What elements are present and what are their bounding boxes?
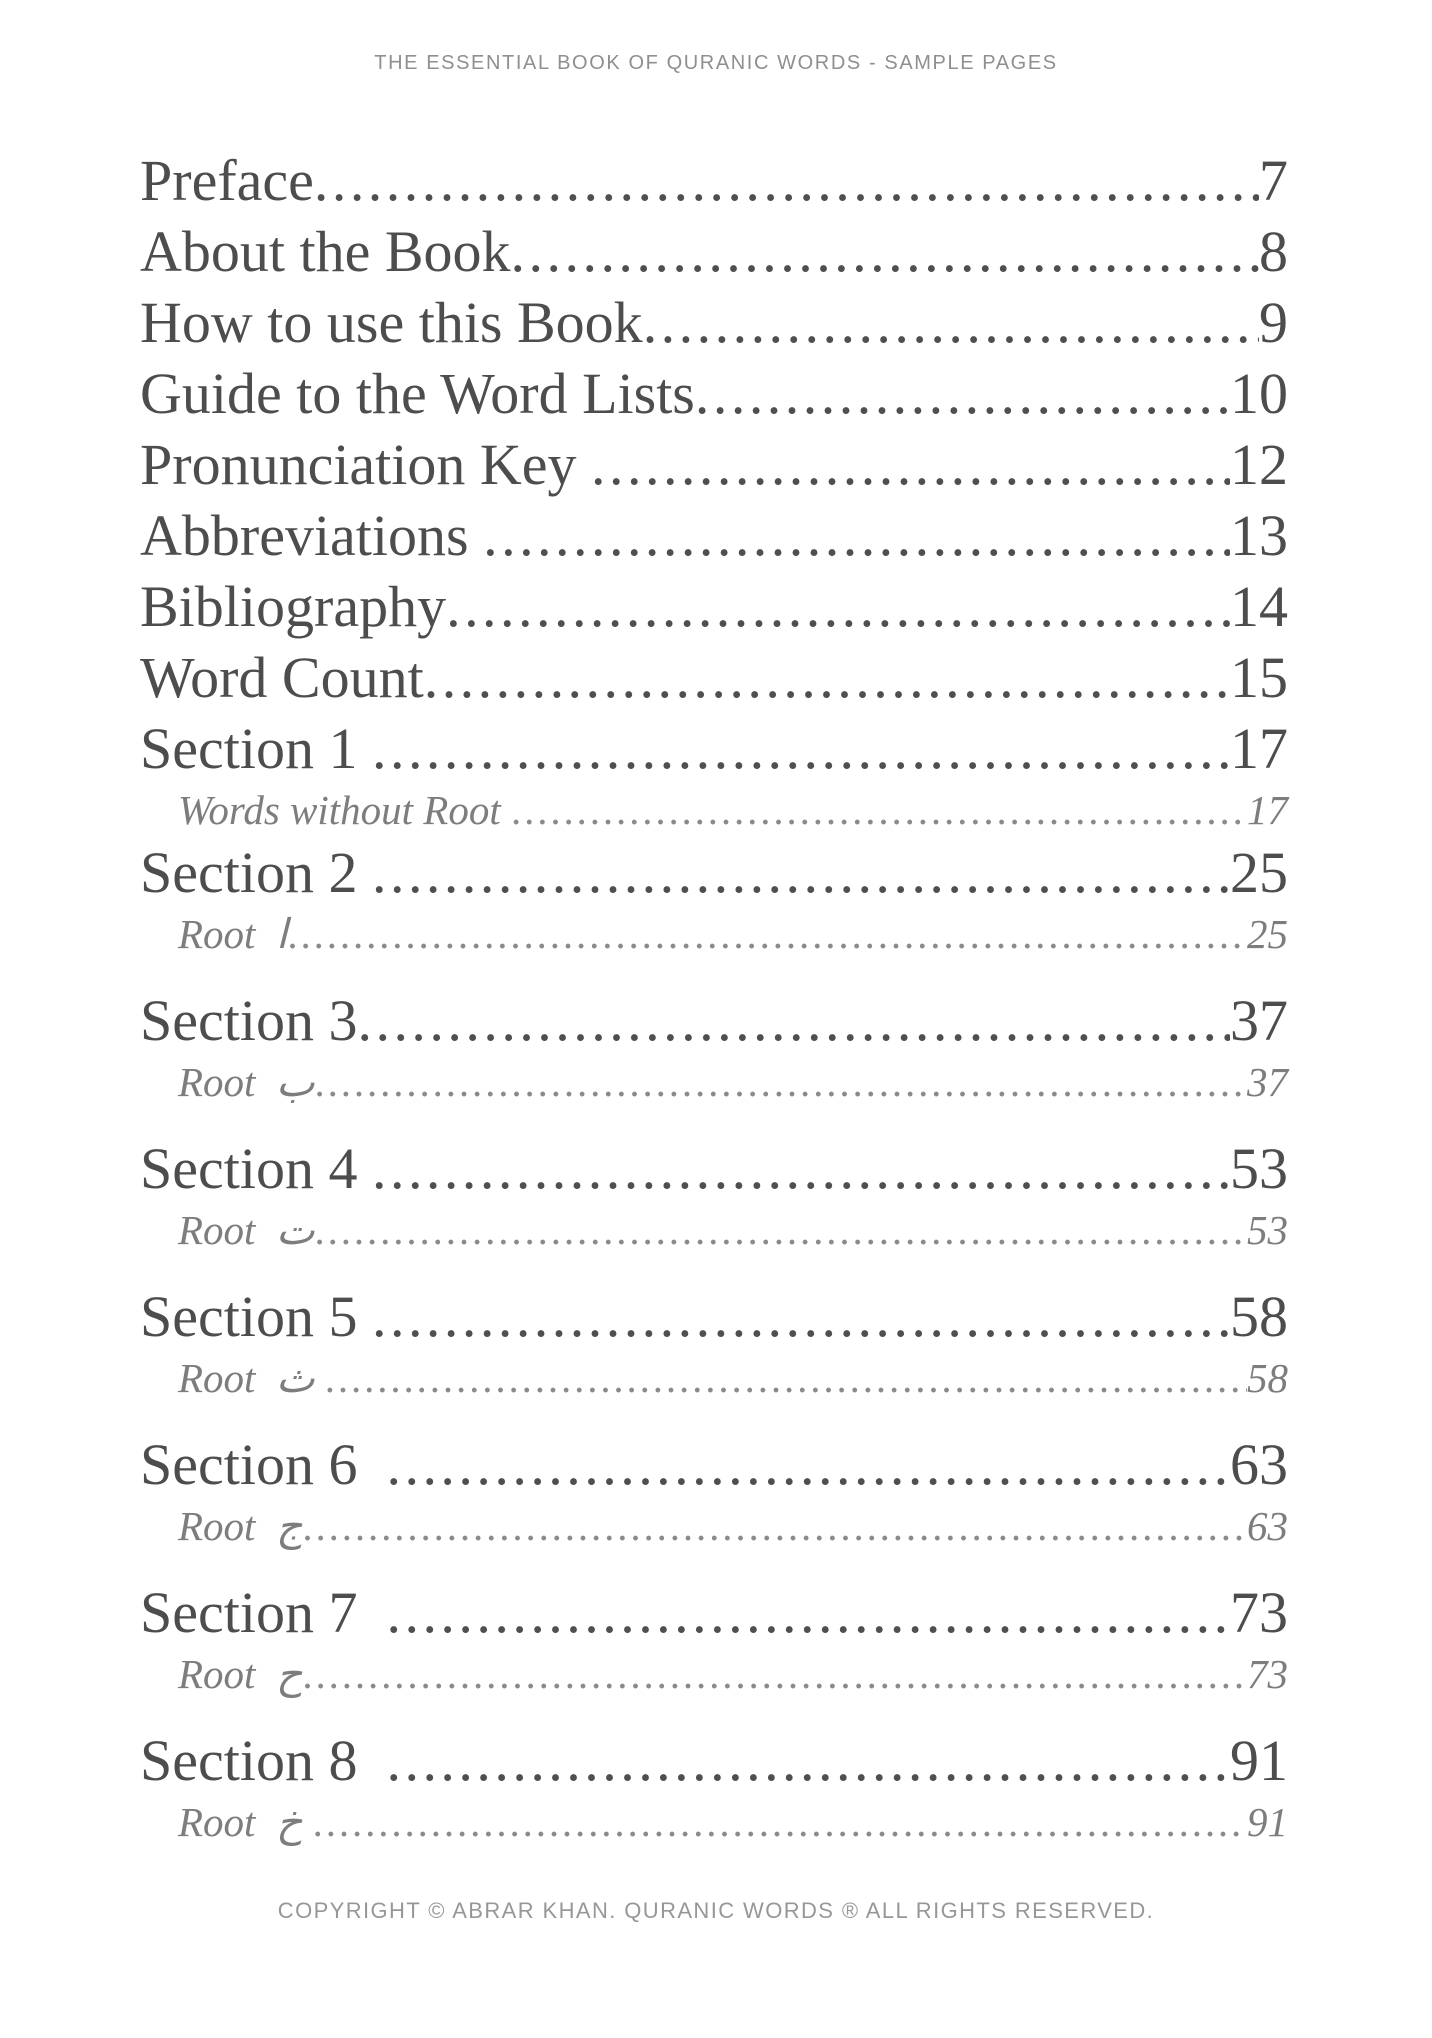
toc-page-number: 25 xyxy=(1230,840,1288,905)
toc-entry-label: Section 3 xyxy=(140,988,358,1053)
toc-row xyxy=(140,985,1288,1056)
toc-entry-label: How to use this Book xyxy=(140,290,643,355)
toc-entry-label: Section 6 xyxy=(140,1432,387,1497)
toc-page-number: 25 xyxy=(1247,911,1288,957)
toc-entry-label: Abbreviations xyxy=(140,503,484,568)
toc-leader-dots xyxy=(372,837,1230,908)
toc-page-number: 17 xyxy=(1230,716,1288,781)
toc-row xyxy=(140,358,1288,429)
toc-row xyxy=(140,1429,1288,1500)
toc-leader-dots xyxy=(446,571,1230,642)
toc-row xyxy=(140,784,1288,837)
toc-page-number: 91 xyxy=(1247,1799,1288,1845)
toc-row xyxy=(140,216,1288,287)
toc-row xyxy=(140,908,1288,961)
toc-row xyxy=(140,642,1288,713)
toc-page-number: 17 xyxy=(1247,787,1288,833)
toc-entry-label: Root خ xyxy=(178,1799,313,1845)
toc-row xyxy=(140,145,1288,216)
toc-leader-dots xyxy=(315,1056,1247,1109)
toc-row xyxy=(140,837,1288,908)
toc-leader-dots xyxy=(313,1796,1247,1849)
toc-entry-label: Bibliography xyxy=(140,574,447,639)
toc-page-number: 14 xyxy=(1230,574,1288,639)
toc-entry-label: Root ح xyxy=(178,1651,303,1697)
toc-leader-dots xyxy=(386,1577,1230,1648)
toc-leader-dots xyxy=(372,1133,1230,1204)
toc-row xyxy=(140,1281,1288,1352)
toc-entry-label: Root ا xyxy=(178,911,288,957)
toc-row xyxy=(140,1352,1288,1405)
table-of-contents xyxy=(140,145,1288,1849)
toc-page-number: 73 xyxy=(1230,1580,1288,1645)
toc-row xyxy=(140,713,1288,784)
toc-leader-dots xyxy=(643,287,1259,358)
toc-page-number: 37 xyxy=(1247,1059,1288,1105)
toc-leader-dots xyxy=(314,145,1259,216)
toc-page-number: 15 xyxy=(1230,645,1288,710)
toc-leader-dots xyxy=(302,1648,1247,1701)
toc-entry-label: Word Count xyxy=(140,645,424,710)
toc-entry-label: Pronunciation Key xyxy=(140,432,592,497)
toc-entry-label: Preface xyxy=(140,148,314,213)
toc-row xyxy=(140,1725,1288,1796)
toc-entry-label: Root ج xyxy=(178,1503,303,1549)
toc-entry-label: Section 4 xyxy=(140,1136,372,1201)
toc-leader-dots xyxy=(386,1429,1230,1500)
toc-entry-label: Root ب xyxy=(178,1059,315,1105)
page-header-title: THE ESSENTIAL BOOK OF QURANIC WORDS - SAMPLE PAGES xyxy=(374,52,1058,74)
toc-leader-dots xyxy=(325,1352,1247,1405)
toc-leader-dots xyxy=(591,429,1230,500)
toc-page-number: 12 xyxy=(1230,432,1288,497)
page-footer-copyright: COPYRIGHT © ABRAR KHAN. QURANIC WORDS ® ALL RIGHTS RESERVED. xyxy=(277,1898,1155,1923)
toc-page-number: 91 xyxy=(1230,1728,1288,1793)
toc-leader-dots xyxy=(695,358,1230,429)
toc-row xyxy=(140,1056,1288,1109)
toc-leader-dots xyxy=(372,713,1230,784)
toc-entry-label: About the Book xyxy=(140,219,511,284)
toc-page-number: 7 xyxy=(1259,148,1288,213)
toc-leader-dots xyxy=(424,642,1230,713)
toc-entry-label: Section 1 xyxy=(140,716,372,781)
toc-row xyxy=(140,287,1288,358)
toc-leader-dots xyxy=(357,985,1230,1056)
toc-page-number: 8 xyxy=(1259,219,1288,284)
toc-page-number: 63 xyxy=(1230,1432,1288,1497)
toc-leader-dots xyxy=(511,216,1259,287)
toc-page-number: 37 xyxy=(1230,988,1288,1053)
toc-entry-label: Section 7 xyxy=(140,1580,387,1645)
toc-entry-label: Root ت xyxy=(178,1207,315,1253)
toc-entry-label: Section 5 xyxy=(140,1284,372,1349)
toc-row xyxy=(140,429,1288,500)
toc-entry-label: Root ث xyxy=(178,1355,325,1401)
toc-row xyxy=(140,500,1288,571)
toc-leader-dots xyxy=(483,500,1230,571)
toc-row xyxy=(140,1648,1288,1701)
toc-page-number: 58 xyxy=(1247,1355,1288,1401)
toc-leader-dots xyxy=(511,784,1247,837)
toc-row xyxy=(140,1500,1288,1553)
toc-page-number: 58 xyxy=(1230,1284,1288,1349)
toc-entry-label: Section 8 xyxy=(140,1728,387,1793)
toc-leader-dots xyxy=(315,1204,1247,1257)
toc-leader-dots xyxy=(302,1500,1247,1553)
toc-entry-label: Words without Root xyxy=(178,787,511,833)
toc-row xyxy=(140,1796,1288,1849)
toc-page-number: 73 xyxy=(1247,1651,1288,1697)
toc-page-number: 63 xyxy=(1247,1503,1288,1549)
toc-page-number: 53 xyxy=(1247,1207,1288,1253)
toc-page-number: 9 xyxy=(1259,290,1288,355)
toc-page-number: 10 xyxy=(1230,361,1288,426)
toc-row xyxy=(140,1133,1288,1204)
toc-row xyxy=(140,1577,1288,1648)
toc-page-number: 13 xyxy=(1230,503,1288,568)
toc-entry-label: Guide to the Word Lists xyxy=(140,361,695,426)
toc-entry-label: Section 2 xyxy=(140,840,372,905)
toc-leader-dots xyxy=(372,1281,1230,1352)
toc-leader-dots xyxy=(287,908,1247,961)
toc-page-number: 53 xyxy=(1230,1136,1288,1201)
toc-row xyxy=(140,1204,1288,1257)
toc-leader-dots xyxy=(386,1725,1230,1796)
toc-row xyxy=(140,571,1288,642)
